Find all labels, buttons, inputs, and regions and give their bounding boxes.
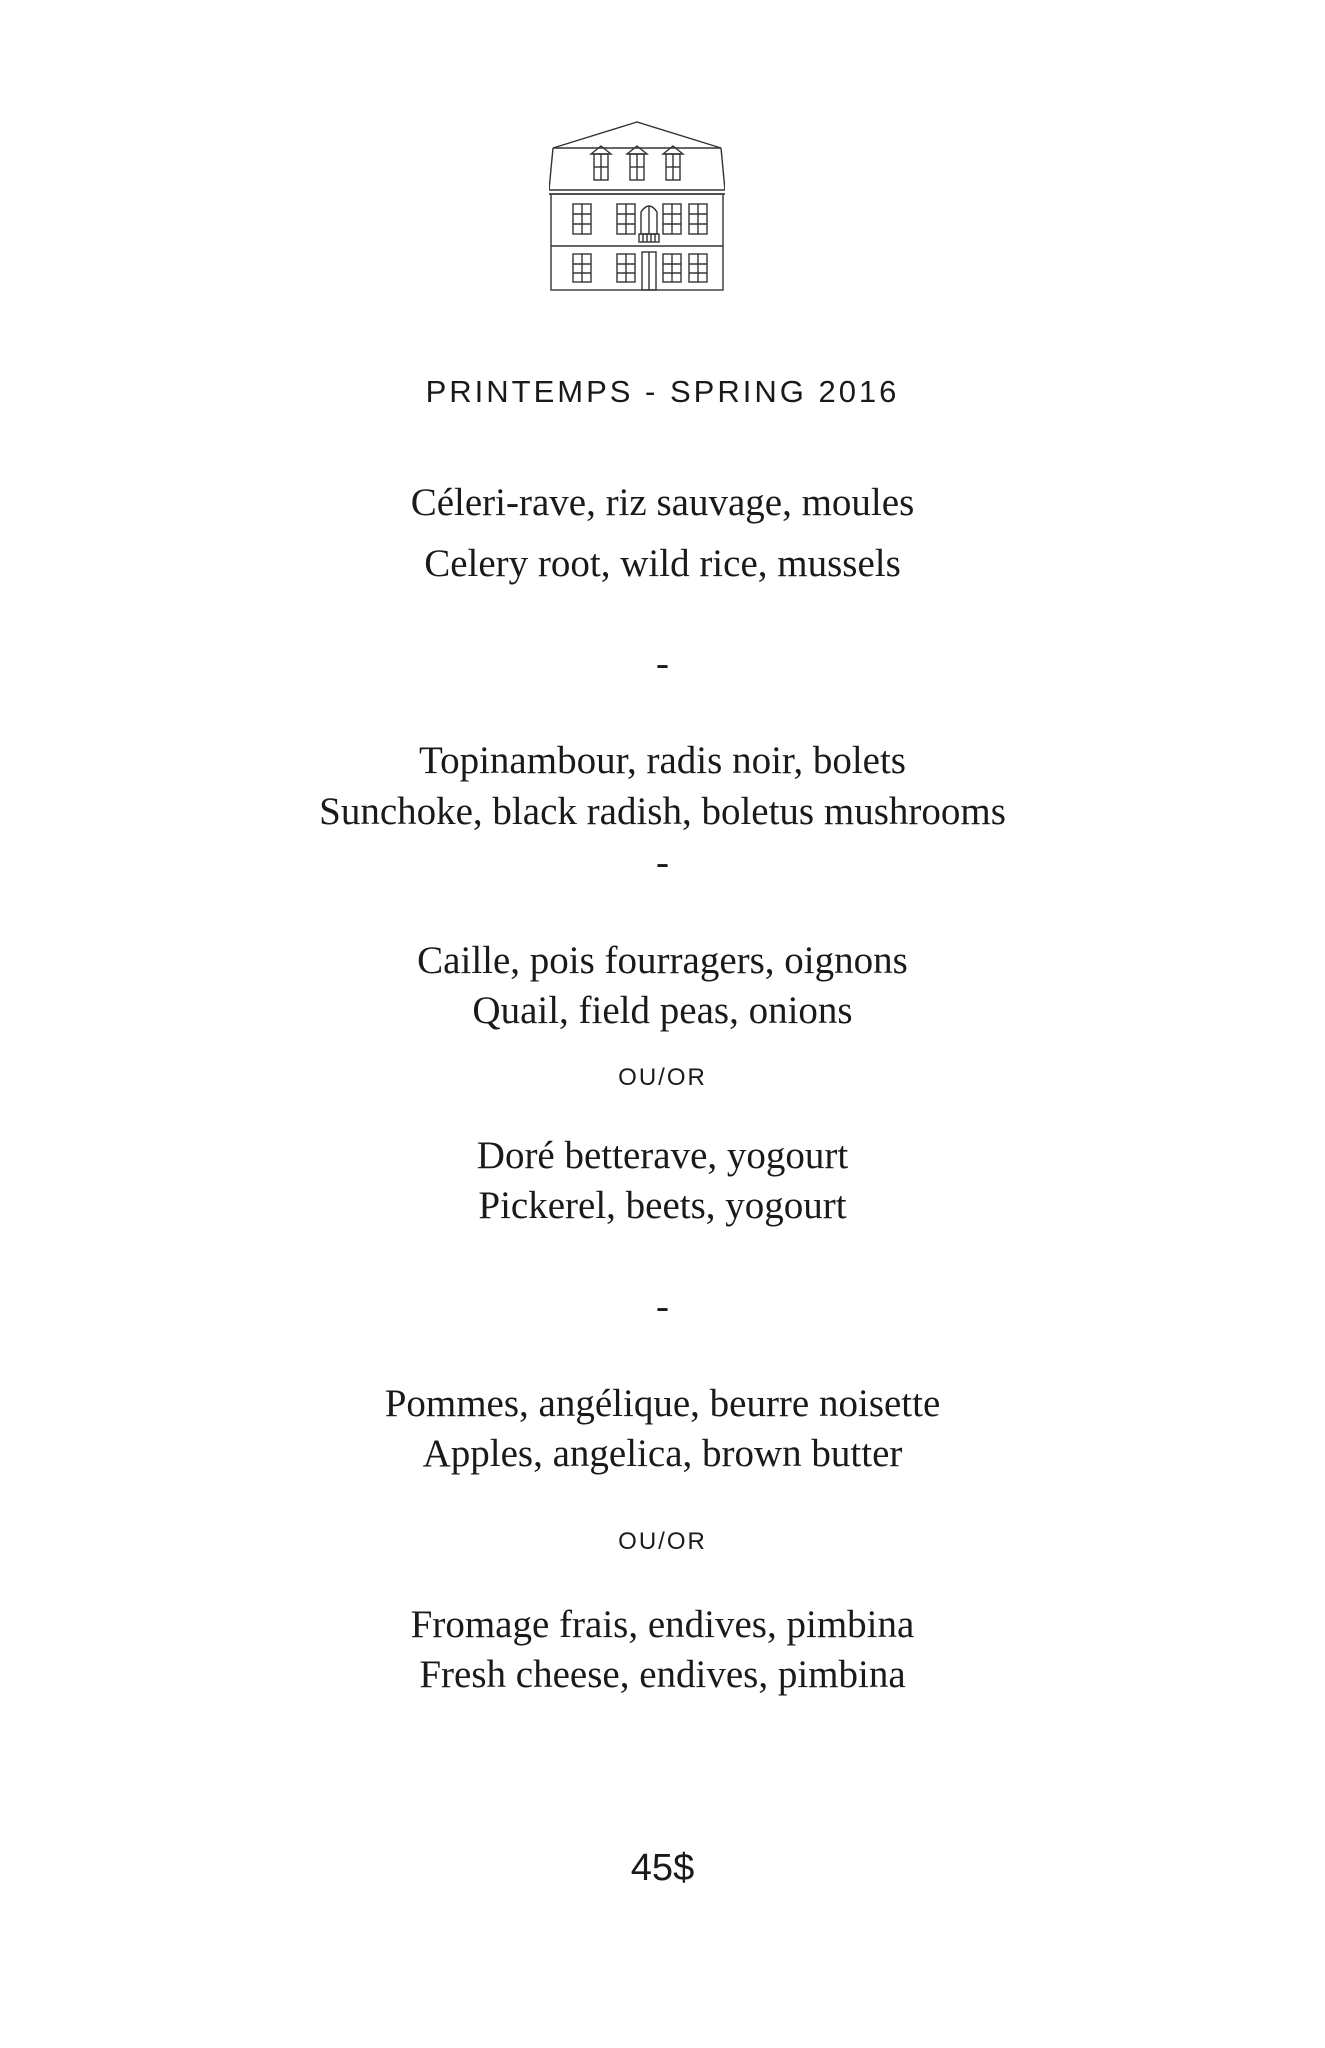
course-5-english: Apples, angelica, brown butter [422, 1432, 903, 1475]
course-separator: - [656, 642, 669, 685]
course-separator: - [656, 841, 669, 884]
course-1-english: Celery root, wild rice, mussels [424, 542, 901, 585]
or-label: OU/OR [618, 1064, 707, 1091]
course-3-english: Quail, field peas, onions [472, 989, 853, 1032]
menu-title: PRINTEMPS - SPRING 2016 [425, 374, 900, 409]
course-2-english: Sunchoke, black radish, boletus mushrooms [319, 790, 1006, 833]
course-4-french: Doré betterave, yogourt [476, 1134, 849, 1177]
menu-price: 45$ [630, 1847, 695, 1889]
course-2-french: Topinambour, radis noir, bolets [419, 739, 906, 782]
house-icon [549, 120, 725, 292]
course-1-french: Céleri-rave, riz sauvage, moules [410, 481, 915, 524]
course-5-french: Pommes, angélique, beurre noisette [384, 1382, 941, 1425]
course-6-english: Fresh cheese, endives, pimbina [419, 1653, 906, 1696]
course-4-english: Pickerel, beets, yogourt [478, 1184, 847, 1227]
course-separator: - [656, 1285, 669, 1328]
course-3-french: Caille, pois fourragers, oignons [417, 939, 908, 982]
or-label: OU/OR [618, 1528, 707, 1555]
course-6-french: Fromage frais, endives, pimbina [410, 1603, 915, 1646]
